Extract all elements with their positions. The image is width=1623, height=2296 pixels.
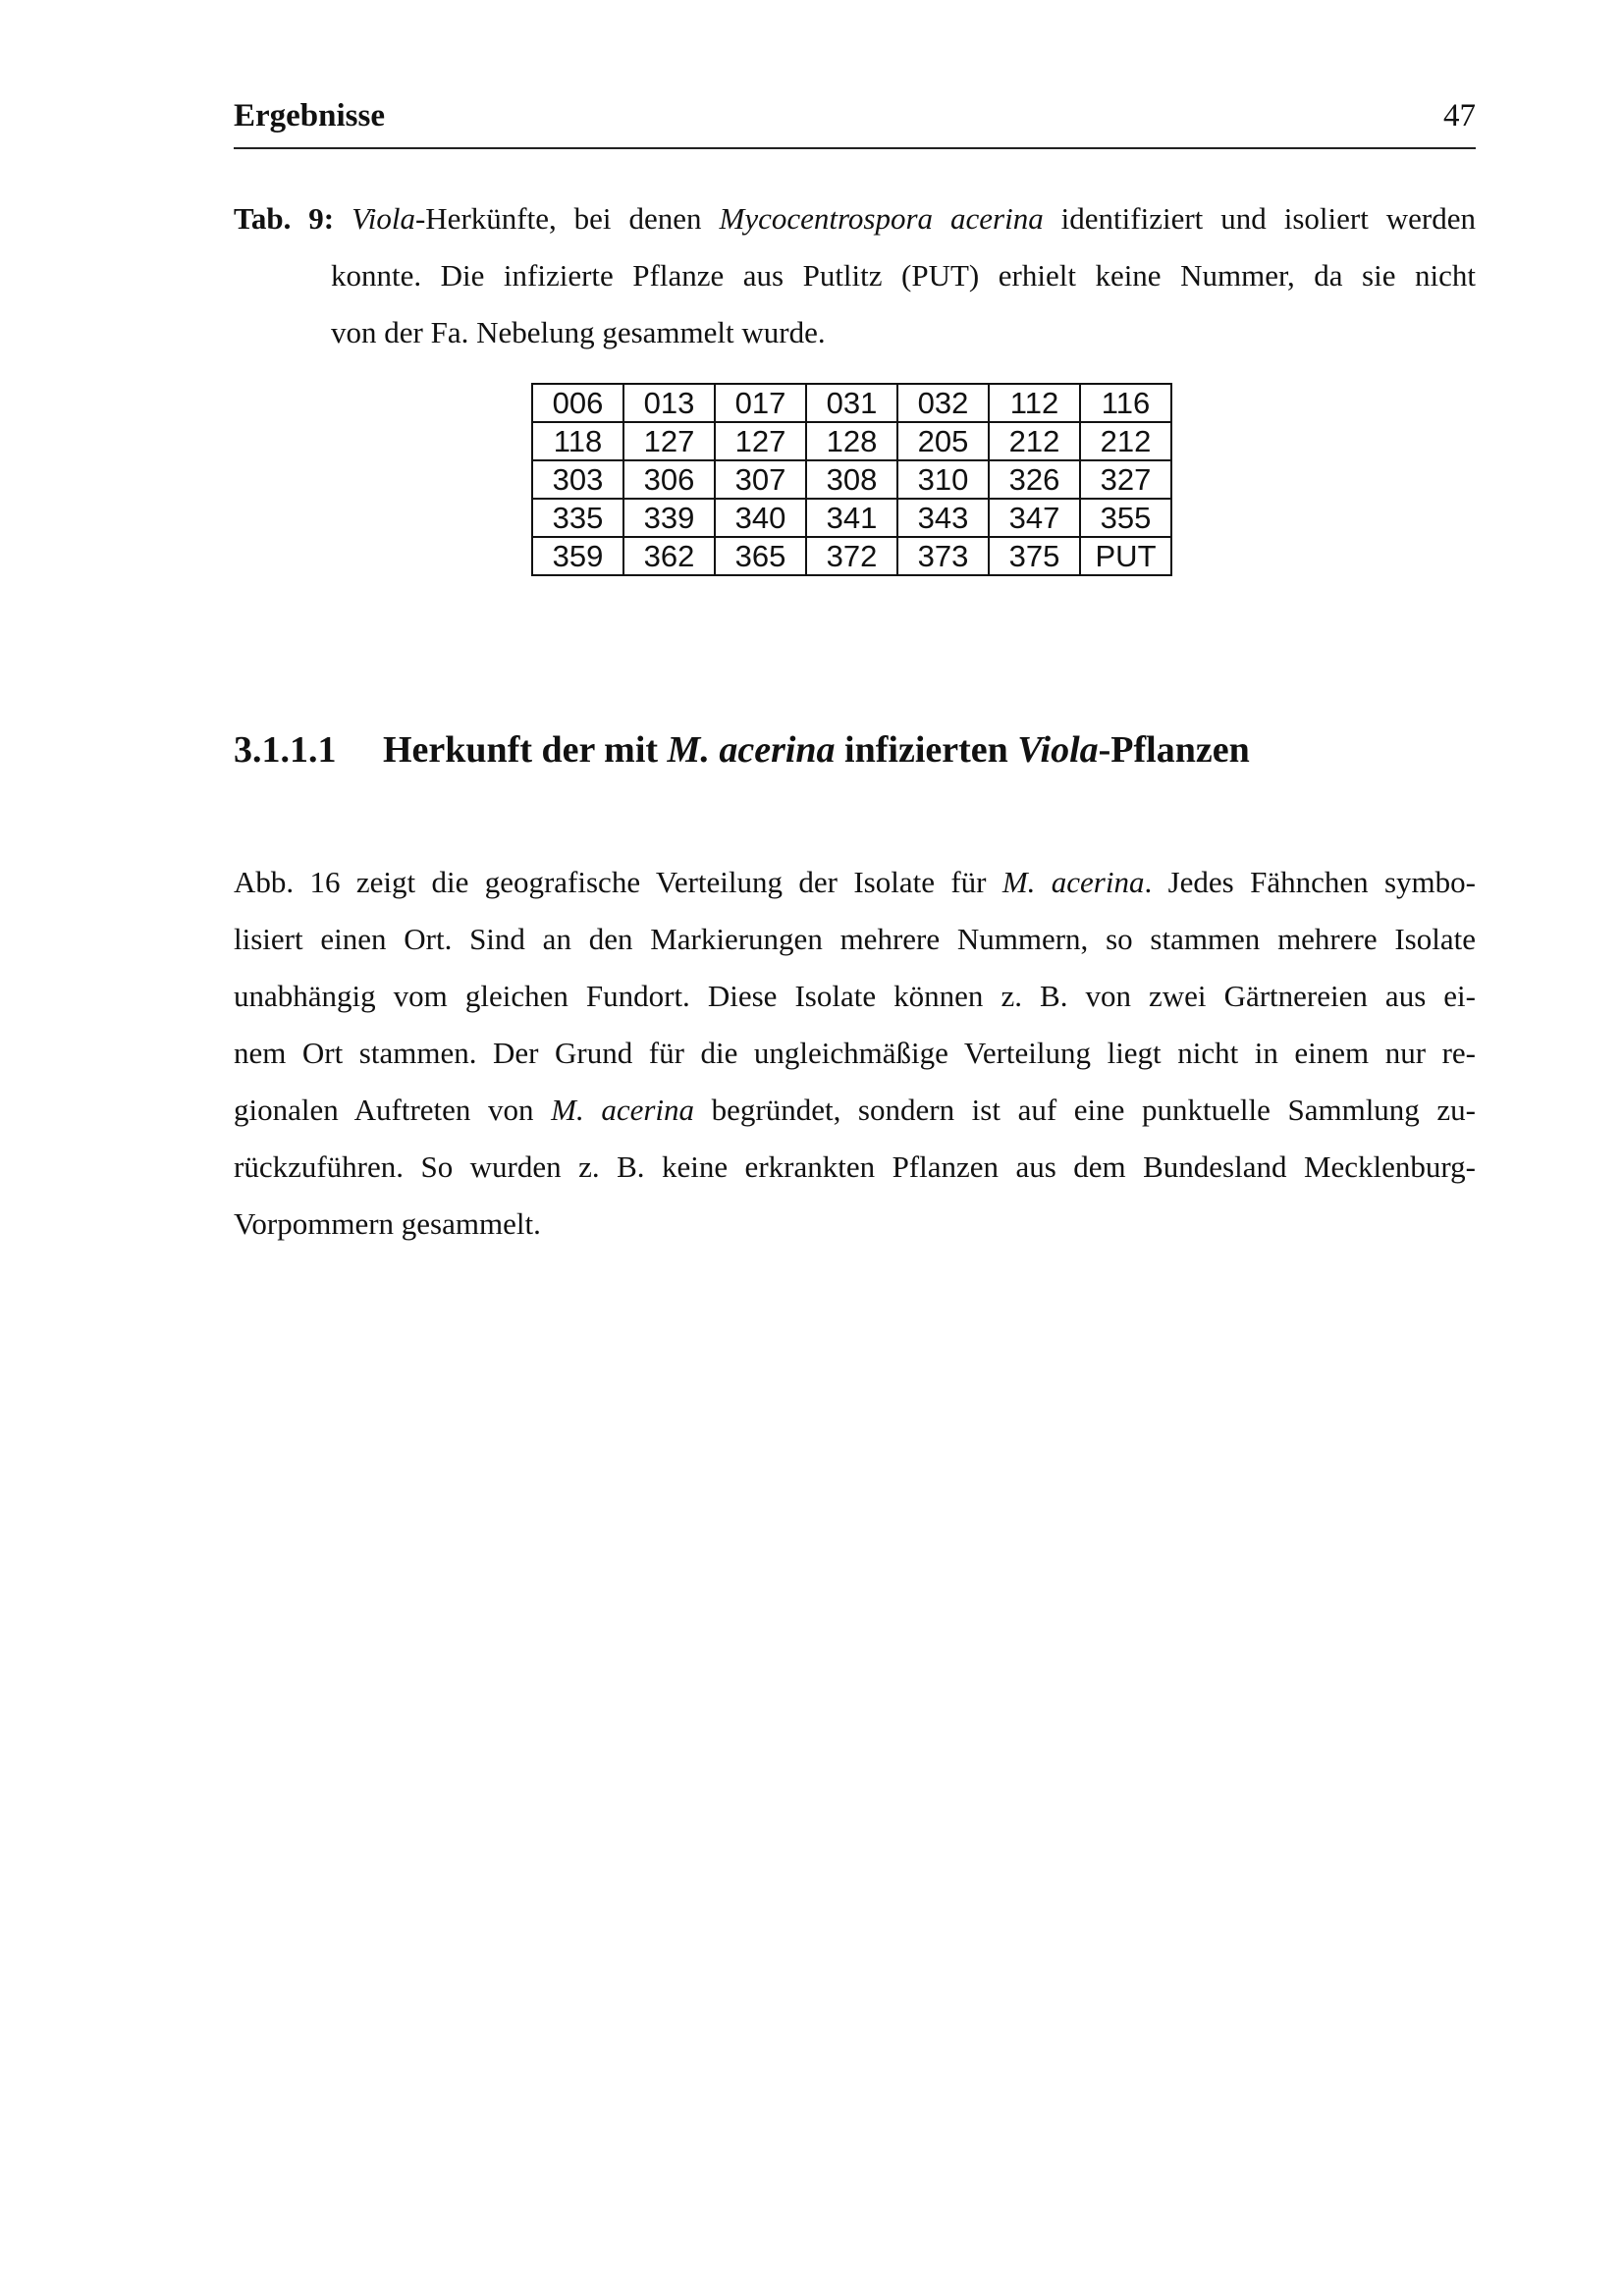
table-row: [532, 499, 1171, 537]
table-cell: 212: [1080, 422, 1171, 460]
table-cell: 116: [1080, 384, 1171, 422]
paragraph-line-2: lisiert einen Ort. Sind an den Markierungen mehrere Nummern, so stammen mehrere Isolate: [234, 922, 1476, 956]
table-cell: 327: [1080, 460, 1171, 499]
paragraph-species: M. acerina: [1001, 865, 1145, 899]
table-cell: 306: [623, 460, 715, 499]
caption-text-a: -Herkünfte, bei denen: [414, 201, 702, 236]
paragraph-line-3: unabhängig vom gleichen Fundort. Diese Isolate können z. B. von zwei Gärtnereien aus ei-: [234, 979, 1476, 1013]
header-section-title: Ergebnisse: [234, 98, 386, 133]
section-title-genus: Viola: [1017, 729, 1099, 771]
table-cell: 017: [715, 384, 806, 422]
table-cell: 013: [623, 384, 715, 422]
caption-species: Mycocentrospora acerina: [719, 201, 1044, 236]
caption-label: Tab. 9:: [234, 201, 335, 236]
table-cell: 128: [806, 422, 897, 460]
table-cell: 359: [532, 537, 623, 575]
caption-line-3: von der Fa. Nebelung gesammelt wurde.: [331, 315, 826, 349]
caption-text-b: identifiziert und isoliert werden: [1060, 201, 1477, 236]
table-cell: 372: [806, 537, 897, 575]
table-cell: 362: [623, 537, 715, 575]
paragraph-line-1: [234, 854, 1476, 911]
isolate-table: [531, 383, 1172, 576]
paragraph-line-5: [234, 1082, 1476, 1139]
paragraph-species: M. acerina: [551, 1093, 695, 1127]
section-title-c: -Pflanzen: [1098, 729, 1250, 771]
paragraph-text: . Jedes Fähnchen symbo-: [1144, 865, 1476, 899]
caption-line-1: [234, 190, 1476, 247]
body-paragraph: [234, 854, 1476, 1253]
paragraph-text: Abb. 16 zeigt die geografische Verteilung der Isolate für: [234, 865, 987, 899]
table-cell: 326: [989, 460, 1080, 499]
table-cell: 335: [532, 499, 623, 537]
section-heading: [234, 726, 1250, 774]
table-cell: 212: [989, 422, 1080, 460]
table-caption: [234, 190, 1476, 361]
table-row: [532, 384, 1171, 422]
header-page-number: 47: [1443, 98, 1476, 133]
table-cell: 127: [715, 422, 806, 460]
table-cell: 307: [715, 460, 806, 499]
table-cell: 341: [806, 499, 897, 537]
table-cell: 303: [532, 460, 623, 499]
table-cell: 375: [989, 537, 1080, 575]
section-title-a: Herkunft der mit: [383, 729, 659, 771]
table-cell: 373: [897, 537, 989, 575]
table-cell: 340: [715, 499, 806, 537]
paragraph-text: begründet, sondern ist auf eine punktuelle Sammlung zu-: [711, 1093, 1476, 1127]
caption-genus: Viola: [352, 201, 415, 236]
table-row: [532, 537, 1171, 575]
table-row: [532, 422, 1171, 460]
table-cell: 355: [1080, 499, 1171, 537]
paragraph-text: gionalen Auftreten von: [234, 1093, 534, 1127]
paragraph-line-7: Vorpommern gesammelt.: [234, 1206, 541, 1241]
section-number: 3.1.1.1: [234, 729, 337, 771]
table-cell: 365: [715, 537, 806, 575]
table-cell: 343: [897, 499, 989, 537]
table-cell: 118: [532, 422, 623, 460]
section-title-species: M. acerina: [667, 729, 836, 771]
isolate-table-body: [532, 384, 1171, 575]
table-cell: 347: [989, 499, 1080, 537]
table-cell: 308: [806, 460, 897, 499]
caption-line-2: konnte. Die infizierte Pflanze aus Putlitz (PUT) erhielt keine Nummer, da sie nicht: [331, 258, 1476, 293]
table-cell: 032: [897, 384, 989, 422]
table-cell: 339: [623, 499, 715, 537]
table-cell: 205: [897, 422, 989, 460]
paragraph-line-4: nem Ort stammen. Der Grund für die ungleichmäßige Verteilung liegt nicht in einem nur re-: [234, 1036, 1476, 1070]
table-row: [532, 460, 1171, 499]
table-cell: 006: [532, 384, 623, 422]
paragraph-line-6: rückzuführen. So wurden z. B. keine erkrankten Pflanzen aus dem Bundesland Mecklenburg-: [234, 1149, 1476, 1184]
table-cell: 031: [806, 384, 897, 422]
table-cell: 112: [989, 384, 1080, 422]
table-cell: 310: [897, 460, 989, 499]
table-cell: 127: [623, 422, 715, 460]
table-cell: PUT: [1080, 537, 1171, 575]
section-title-b: infizierten: [844, 729, 1008, 771]
running-header: [234, 96, 1476, 149]
